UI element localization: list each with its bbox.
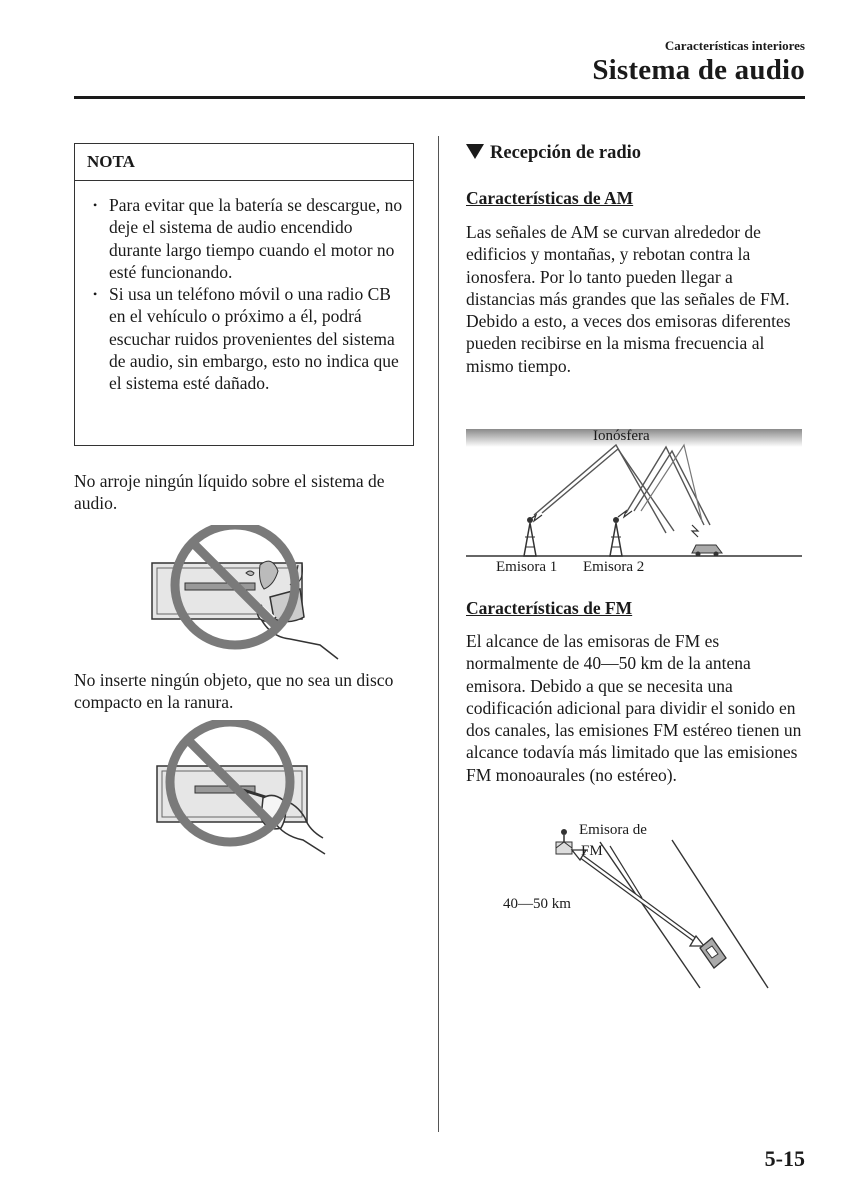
- fm-station-label-1: Emisora de: [579, 822, 647, 838]
- no-liquid-illustration: [150, 525, 340, 665]
- am-diagram: [466, 425, 802, 560]
- section-name: Características interiores: [664, 38, 805, 53]
- am-text: Las señales de AM se curvan alrededor de edificios y montañas, y rebotan contra la ionosfera. Por lo tanto pueden llegar a distancias más grandes que las señales de FM. Debido a esto, a veces dos emisoras diferentes pueden recibirse en la misma frecuencia al mismo tiempo.: [466, 222, 791, 376]
- no-object-illustration: [155, 720, 340, 860]
- note-list: [75, 181, 413, 395]
- note-heading: NOTA: [75, 144, 413, 181]
- fm-text: El alcance de las emisoras de FM es normalmente de 40—50 km de la antena emisora. Debido a que se necesita una codificación adicional para dividir el sonido en dos canales, las emisiones FM estéreo tienen un alcance todavía más limitado que las emisiones FM monoaurales (no estéreo).: [466, 631, 802, 785]
- fm-station-label-2: FM: [581, 843, 603, 859]
- object-warning-text: No inserte ningún objeto, que no sea un disco compacto en la ranura.: [74, 670, 394, 713]
- station-2-label: Emisora 2: [583, 559, 645, 575]
- tower-1-icon: [524, 517, 536, 556]
- liquid-warning-text: No arroje ningún líquido sobre el sistema de audio.: [74, 471, 385, 514]
- triangle-bullet-icon: [466, 144, 484, 159]
- page-title: Sistema de audio: [592, 54, 805, 86]
- ionosphere-label: Ionósfera: [593, 428, 650, 444]
- header-rule: [74, 96, 805, 99]
- section-heading: [466, 143, 641, 164]
- tower-2-icon: [610, 517, 622, 556]
- note-item: • Si usa un teléfono móvil o una radio CB en el vehículo o próximo a él, podrá escuchar ruidos provenientes del sistema de audio, sin embargo, esto no indica que el sistema esté dañado.: [109, 283, 403, 394]
- car-icon: [692, 545, 722, 557]
- fm-heading: Características de FM: [466, 598, 633, 618]
- page-number: 5-15: [764, 1146, 805, 1171]
- fm-range-label: 40—50 km: [503, 896, 571, 912]
- fm-tower-icon: [556, 829, 572, 854]
- fm-car-icon: [700, 938, 726, 968]
- section-heading-label: Recepción de radio: [490, 143, 642, 163]
- am-heading: Características de AM: [466, 188, 634, 208]
- station-1-label: Emisora 1: [496, 559, 558, 575]
- note-box: [74, 143, 414, 446]
- column-divider: [438, 136, 439, 1132]
- note-item: • Para evitar que la batería se descargue, no deje el sistema de audio encendido durante largo tiempo cuando el motor no esté funcionando.: [109, 194, 403, 283]
